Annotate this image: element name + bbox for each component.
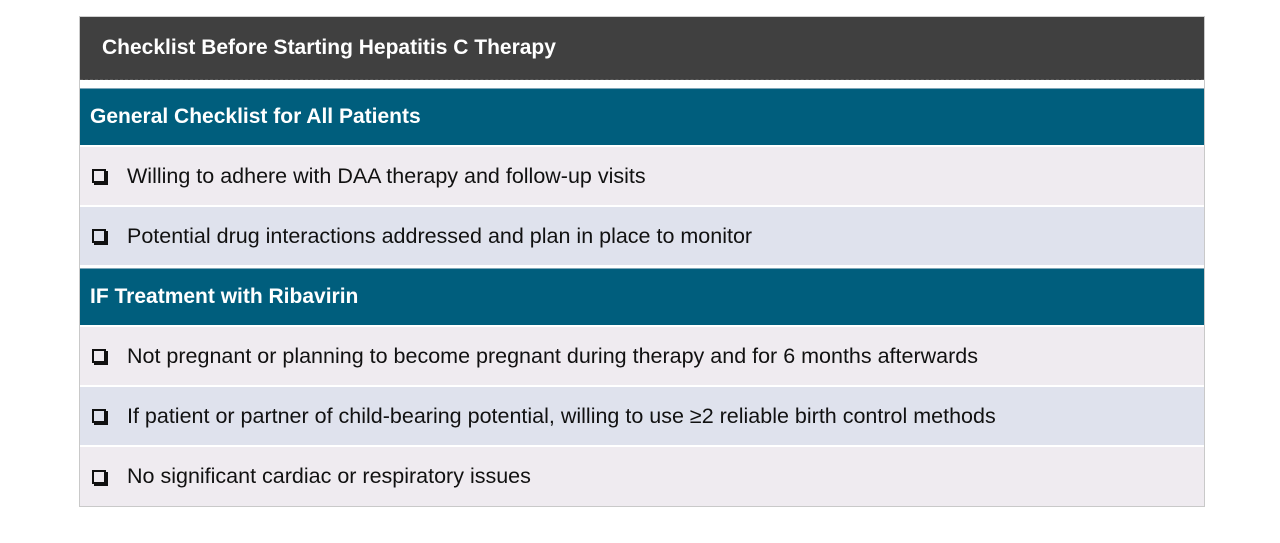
section-header-ribavirin: [80, 268, 1204, 325]
checklist-item[interactable]: [80, 205, 1204, 265]
checklist-item[interactable]: [80, 385, 1204, 445]
section-header-text: IF Treatment with Ribavirin: [90, 285, 359, 308]
checklist-table: [79, 16, 1205, 507]
checkbox-empty-icon[interactable]: [92, 470, 106, 484]
checkbox-empty-icon[interactable]: [92, 169, 106, 183]
checklist-item-label: No significant cardiac or respiratory issues: [127, 464, 531, 488]
checklist-item-label: Potential drug interactions addressed and plan in place to monitor: [127, 223, 753, 248]
checklist-item[interactable]: [80, 445, 1204, 506]
checklist-item[interactable]: [80, 145, 1204, 205]
checklist-item-label: Not pregnant or planning to become pregnant during therapy and for 6 months afterwards: [127, 343, 978, 368]
checklist-item-label: Willing to adhere with DAA therapy and follow-up visits: [127, 163, 646, 188]
checkbox-empty-icon[interactable]: [92, 409, 106, 423]
divider: [80, 80, 1204, 88]
section-header-general: [80, 88, 1204, 145]
checklist-item-label: If patient or partner of child-bearing potential, willing to use ≥2 reliable birth control methods: [127, 403, 996, 428]
checklist-item[interactable]: [80, 325, 1204, 385]
checkbox-empty-icon[interactable]: [92, 349, 106, 363]
table-title-text: Checklist Before Starting Hepatitis C Therapy: [102, 36, 556, 59]
checkbox-empty-icon[interactable]: [92, 229, 106, 243]
section-header-text: General Checklist for All Patients: [90, 105, 421, 128]
table-title: [80, 17, 1204, 80]
